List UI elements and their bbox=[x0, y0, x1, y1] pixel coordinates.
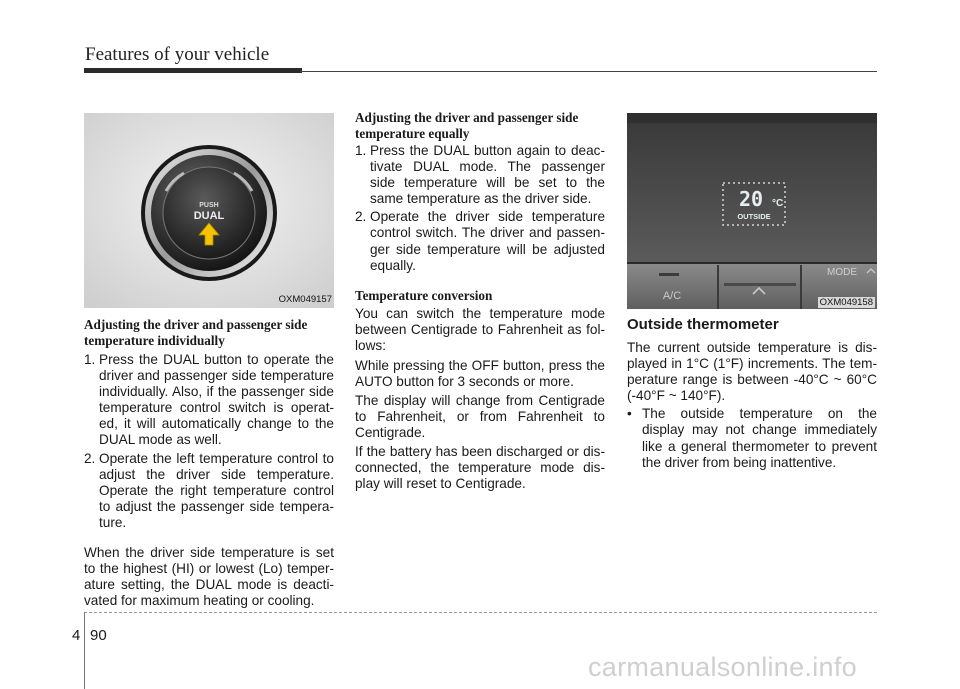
push-label: PUSH bbox=[199, 202, 219, 209]
list-text: Press the DUAL button again to deac-tivate DUAL mode. The passenger side temperature will be set to the same temperature as the driver side. bbox=[370, 143, 605, 207]
page-header-title: Features of your vehicle bbox=[85, 44, 270, 65]
mode-button-label: MODE bbox=[827, 267, 857, 278]
figure-caption: OXM049157 bbox=[278, 294, 332, 305]
outside-temp-unit: °C bbox=[772, 198, 784, 209]
list-number: 1. bbox=[355, 143, 367, 158]
figure-dual-button bbox=[84, 113, 334, 308]
subheading: Adjusting the driver and passenger side temperature individually bbox=[84, 317, 308, 348]
body-paragraph: The current outside temperature is dis-played in 1°C (1°F) increments. The tem-perature range is between -40°C ~ 60°C (-40°F ~ 140°F). bbox=[627, 340, 877, 404]
column-3 bbox=[627, 316, 877, 471]
list-number: 1. bbox=[84, 352, 96, 367]
watermark: carmanualsonline.info bbox=[588, 652, 857, 682]
list-item bbox=[355, 143, 605, 207]
list-text: Operate the left temperature control to adjust the driver side temperature. Operate the right temperature control to adjust the passenger side tempera-ture. bbox=[99, 450, 334, 530]
header-rule-thin bbox=[300, 71, 877, 72]
figure-outside-display bbox=[627, 113, 877, 309]
list-item bbox=[84, 451, 334, 531]
footer-divider bbox=[84, 612, 85, 689]
column-1 bbox=[84, 317, 334, 609]
bullet-text: The outside temperature on the display may not change immediately like a general thermometer to prevent the driver from being inattentive. bbox=[642, 406, 877, 470]
section-heading: Outside thermometer bbox=[627, 316, 779, 333]
body-paragraph: The display will change from Centigrade to Fahrenheit, or from Fahrenheit to Centigrade. bbox=[355, 392, 605, 440]
list-text: Operate the driver side temperature control switch. The driver and passen-ger side temperature will be adjusted equally. bbox=[370, 209, 605, 273]
chapter-number: 4 bbox=[72, 627, 81, 644]
dual-label: DUAL bbox=[193, 210, 225, 222]
footer-rule bbox=[84, 612, 877, 613]
subheading: Adjusting the driver and passenger side temperature equally bbox=[355, 110, 579, 141]
list-text: Press the DUAL button to operate the driver and passenger side temperature individually. Also, if the passenger side temperature control switch is operat-ed, it will automatically change to the DUAL mode as well. bbox=[99, 352, 334, 448]
list-item bbox=[355, 209, 605, 273]
outside-temp-value: 20 bbox=[738, 187, 764, 211]
bullet-item bbox=[627, 406, 877, 470]
body-paragraph: While pressing the OFF button, press the AUTO button for 3 seconds or more. bbox=[355, 357, 605, 389]
list-number: 2. bbox=[84, 450, 96, 466]
list-number: 2. bbox=[355, 209, 367, 225]
body-paragraph: When the driver side temperature is set to the highest (HI) or lowest (Lo) temper-ature setting, the DUAL mode is deacti-vated for maximum heating or cooling. bbox=[84, 545, 334, 609]
list-item bbox=[84, 352, 334, 449]
bullet-mark: • bbox=[627, 406, 632, 422]
body-paragraph: You can switch the temperature mode between Centigrade to Fahrenheit as fol-lows: bbox=[355, 306, 605, 354]
body-paragraph: If the battery has been discharged or dis-connected, the temperature mode dis-play will reset to Centigrade. bbox=[355, 444, 605, 492]
outside-label: OUTSIDE bbox=[737, 212, 771, 221]
climate-panel-illustration bbox=[627, 113, 877, 309]
page-number: 90 bbox=[90, 627, 107, 644]
dual-button-illustration bbox=[84, 113, 334, 308]
ac-button-label: A/C bbox=[662, 290, 682, 302]
subheading: Temperature conversion bbox=[355, 287, 493, 303]
column-2 bbox=[355, 110, 605, 492]
header-rule-thick bbox=[84, 68, 302, 73]
figure-caption: OXM049158 bbox=[819, 297, 873, 308]
